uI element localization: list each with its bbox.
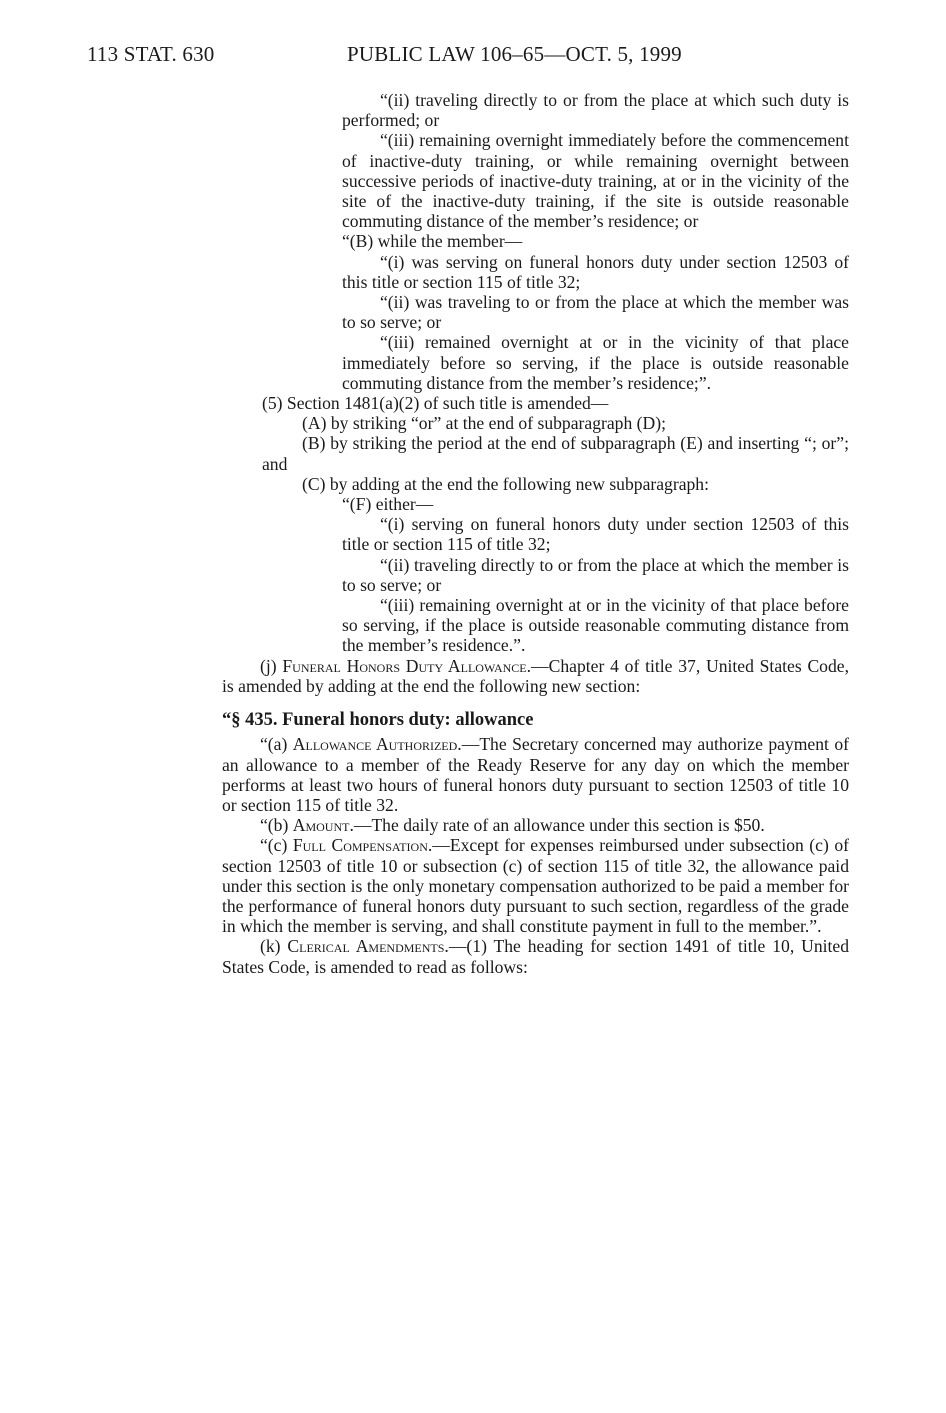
subsection-heading: Allowance Authorized. xyxy=(292,734,462,755)
text-paragraph: “(ii) traveling directly to or from the place at which such duty is performed; or xyxy=(342,90,849,131)
clause-a-iii xyxy=(222,130,849,231)
clause-b-ii xyxy=(222,292,849,332)
text-paragraph: (A) by striking “or” at the end of subparagraph (D); xyxy=(302,413,666,434)
section-heading: “§ 435. Funeral honors duty: allowance xyxy=(222,710,534,731)
paragraph-5-b xyxy=(222,433,849,473)
subparagraph-b xyxy=(222,231,849,251)
subsection-a: “(a) Allowance Authorized.—The Secretary concerned may authorize payment of an allowance to a member of the Ready Reserve for any day on which the member performs at least two hours of funeral honors duty pursuant to section 12503 of title 10 or section 115 of title 32. xyxy=(222,734,849,815)
text-paragraph: “(iii) remaining overnight immediately before the commencement of inactive-duty training, or while remaining overnight between successive periods of inactive-duty training, at or in the vicinity of the site of the inactive-duty training, if the site is outside reasonable commuting distance of the member’s residence; or xyxy=(342,130,849,232)
text-paragraph: “(iii) remained overnight at or in the vicinity of that place immediately before so serving, if the place is outside reasonable commuting distance from the member’s residence;”. xyxy=(342,332,849,393)
clause-f-ii xyxy=(222,555,849,595)
subsection-k: (k) Clerical Amendments.—(1) The heading for section 1491 of title 10, United States Code, is amended to read as follows: xyxy=(222,936,850,977)
paragraph-5 xyxy=(222,393,849,413)
clause-f-iii xyxy=(222,595,849,656)
subsection-c: “(c) Full Compensation.—Except for expenses reimbursed under subsection (c) of section 12503 of title 10 or subsection (c) of section 115 of title 32, the allowance paid under this section is the only monetary compensation authorized to be paid a member for the performance of funeral honors duty pursuant to such section, regardless of the grade in which the member is serving, and shall constitute payment in full to the member.”. xyxy=(222,835,850,937)
public-law-title: PUBLIC LAW 106–65—OCT. 5, 1999 xyxy=(347,42,682,66)
statute-citation: 113 STAT. 630 xyxy=(87,42,215,66)
paragraph-5-a xyxy=(222,413,849,433)
text-paragraph: “(i) was serving on funeral honors duty under section 12503 of this title or section 115 of title 32; xyxy=(342,251,849,292)
text-paragraph: “(iii) remaining overnight at or in the vicinity of that place before so serving, if the place is outside reasonable commuting distance from the member’s residence.”. xyxy=(342,595,849,656)
subsection-heading: Full Compensation. xyxy=(292,835,433,856)
subsection-heading: Amount. xyxy=(292,815,354,836)
subsection-b: “(b) Amount.—The daily rate of an allowance under this section is $50. xyxy=(260,815,765,836)
page-header xyxy=(87,42,850,72)
subsection-heading: Funeral Honors Duty Allowance. xyxy=(282,655,532,676)
text-paragraph: (C) by adding at the end the following new subparagraph: xyxy=(302,473,709,494)
paragraph-5-c xyxy=(222,474,849,494)
clause-f-i xyxy=(222,514,849,554)
text-paragraph: (B) by striking the period at the end of subparagraph (E) and inserting “; or”; and xyxy=(262,433,849,474)
clause-a-ii xyxy=(222,90,849,130)
text-paragraph: “(F) either— xyxy=(342,494,434,515)
text-paragraph: (5) Section 1481(a)(2) of such title is amended— xyxy=(262,393,609,414)
subparagraph-f xyxy=(222,494,849,514)
clause-b-iii xyxy=(222,332,849,393)
text-paragraph: “(B) while the member— xyxy=(342,231,523,252)
document-body xyxy=(222,90,849,977)
text-paragraph: “(i) serving on funeral honors duty under section 12503 of this title or section 115 of title 32; xyxy=(342,514,849,555)
subsection-heading: Clerical Amendments. xyxy=(287,936,449,957)
subsection-j: (j) Funeral Honors Duty Allowance.—Chapter 4 of title 37, United States Code, is amended by adding at the end the following new section: xyxy=(222,655,849,696)
text-paragraph: “(ii) traveling directly to or from the place at which the member is to so serve; or xyxy=(342,554,849,595)
clause-b-i xyxy=(222,252,849,292)
text-paragraph: “(ii) was traveling to or from the place at which the member was to so serve; or xyxy=(342,292,849,333)
